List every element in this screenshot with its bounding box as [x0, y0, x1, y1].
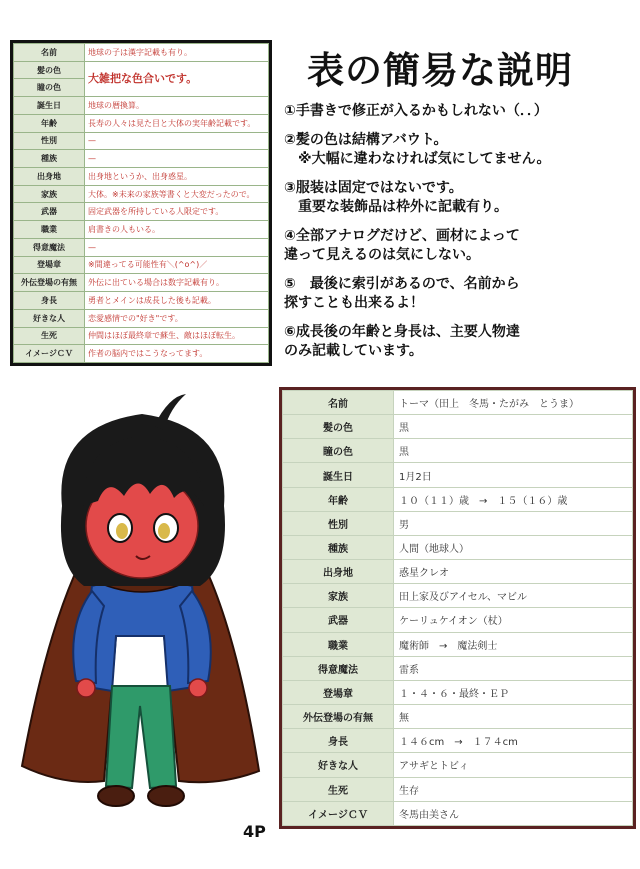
profile-key: 好きな人 — [283, 753, 394, 777]
legend-value: 固定武器を所持している人限定です。 — [85, 203, 269, 221]
legend-row — [14, 150, 269, 168]
profile-key: 得意魔法 — [283, 656, 394, 680]
legend-value: 勇者とメインは成長した後も記載。 — [85, 292, 269, 310]
legend-row — [14, 292, 269, 310]
profile-key: 生死 — [283, 777, 394, 801]
legend-row — [14, 168, 269, 186]
legend-value: 仲間はほぼ最終章で蘇生、敵はほぼ転生。 — [85, 327, 269, 345]
profile-value: 無 — [394, 705, 633, 729]
legend-value: 大雑把な色合いです。 — [85, 61, 269, 96]
legend-key: 登場章 — [14, 256, 85, 274]
profile-value: ケーリュケイオン（杖） — [394, 608, 633, 632]
left-boot — [98, 786, 134, 806]
legend-value: 地球の暦換算。 — [85, 97, 269, 115]
profile-key: 名前 — [283, 391, 394, 415]
legend-row — [14, 114, 269, 132]
legend-row — [14, 61, 269, 79]
profile-row — [283, 729, 633, 753]
legend-value: 地球の子は漢字記載も有り。 — [85, 44, 269, 62]
profile-row — [283, 777, 633, 801]
profile-key: 年齢 — [283, 487, 394, 511]
legend-key: 年齢 — [14, 114, 85, 132]
note-item: ④全部アナログだけど、画材によって 違って見えるのは気にしない。 — [284, 228, 520, 263]
profile-row — [283, 439, 633, 463]
legend-value: 肩書きの人もいる。 — [85, 221, 269, 239]
profile-row — [283, 463, 633, 487]
profile-value: 1月2日 — [394, 463, 633, 487]
profile-key: 身長 — [283, 729, 394, 753]
profile-value: 雷系 — [394, 656, 633, 680]
legend-row — [14, 309, 269, 327]
legend-row — [14, 274, 269, 292]
page-number: 4P — [243, 822, 266, 841]
legend-value: 作者の脳内ではこうなってます。 — [85, 345, 269, 363]
legend-row — [14, 238, 269, 256]
legend-key: 生死 — [14, 327, 85, 345]
profile-key: 家族 — [283, 584, 394, 608]
legend-key: 好きな人 — [14, 309, 85, 327]
legend-row — [14, 132, 269, 150]
legend-key: 外伝登場の有無 — [14, 274, 85, 292]
legend-value: 長寿の人々は見た目と大体の実年齢記載です。 — [85, 114, 269, 132]
legend-key: 職業 — [14, 221, 85, 239]
profile-value: アサギとトビィ — [394, 753, 633, 777]
legend-key: 名前 — [14, 44, 85, 62]
profile-key: 職業 — [283, 632, 394, 656]
legend-row — [14, 345, 269, 363]
legend-key: イメージＣＶ — [14, 345, 85, 363]
profile-value: 魔術師 → 魔法剣士 — [394, 632, 633, 656]
legend-key: 髪の色 — [14, 61, 85, 79]
legend-key: 出身地 — [14, 168, 85, 186]
profile-value: 黒 — [394, 415, 633, 439]
profile-row — [283, 511, 633, 535]
trousers — [106, 686, 176, 788]
legend-key: 性別 — [14, 132, 85, 150]
profile-row — [283, 535, 633, 559]
legend-key: 家族 — [14, 185, 85, 203]
legend-value: 恋愛感情での"好き"です。 — [85, 309, 269, 327]
profile-key: 武器 — [283, 608, 394, 632]
profile-row — [283, 801, 633, 825]
profile-value: 人間（地球人） — [394, 535, 633, 559]
profile-key: イメージＣＶ — [283, 801, 394, 825]
profile-value: 冬馬由美さん — [394, 801, 633, 825]
legend-row — [14, 203, 269, 221]
profile-key: 瞳の色 — [283, 439, 394, 463]
profile-row — [283, 753, 633, 777]
legend-value: 大体。※未来の家族等書くと大変だったので。 — [85, 185, 269, 203]
profile-row — [283, 705, 633, 729]
page-title: 表の簡易な説明 — [307, 49, 573, 92]
legend-value: 外伝に出ている場合は数字記載有り。 — [85, 274, 269, 292]
legend-row — [14, 185, 269, 203]
legend-row — [14, 256, 269, 274]
legend-value: — — [85, 132, 269, 150]
right-boot — [148, 786, 184, 806]
profile-value: 田上家及びアイセル、マビル — [394, 584, 633, 608]
legend-key: 武器 — [14, 203, 85, 221]
legend-key: 身長 — [14, 292, 85, 310]
legend-value: ※間違ってる可能性有＼(^o^)／ — [85, 256, 269, 274]
note-item: ⑤ 最後に索引があるので、名前から 探すことも出来るよ！ — [284, 276, 520, 311]
legend-row — [14, 44, 269, 62]
profile-key: 外伝登場の有無 — [283, 705, 394, 729]
legend-row — [14, 97, 269, 115]
note-item: ①手書きで修正が入るかもしれない（．．） — [284, 103, 548, 119]
profile-value: 生存 — [394, 777, 633, 801]
profile-value: １４６cm → １７４cm — [394, 729, 633, 753]
profile-value: １・４・６・最終・ＥＰ — [394, 680, 633, 704]
profile-key: 種族 — [283, 535, 394, 559]
legend-key: 種族 — [14, 150, 85, 168]
note-item: ⑥成長後の年齢と身長は、主要人物達 のみ記載しています。 — [284, 324, 520, 359]
profile-row — [283, 632, 633, 656]
profile-value: 惑星クレオ — [394, 560, 633, 584]
legend-row — [14, 327, 269, 345]
profile-row — [283, 391, 633, 415]
profile-key: 髪の色 — [283, 415, 394, 439]
profile-key: 性別 — [283, 511, 394, 535]
legend-key: 誕生日 — [14, 97, 85, 115]
profile-value: 男 — [394, 511, 633, 535]
profile-row — [283, 560, 633, 584]
character-illustration — [4, 386, 276, 826]
note-item: ③服装は固定ではないです。 重要な装飾品は枠外に記載有り。 — [284, 180, 508, 215]
profile-value: 黒 — [394, 439, 633, 463]
profile-key: 誕生日 — [283, 463, 394, 487]
legend-table — [10, 40, 272, 366]
profile-row — [283, 487, 633, 511]
profile-row — [283, 608, 633, 632]
legend-key: 瞳の色 — [14, 79, 85, 97]
note-item: ②髪の色は結構アバウト。 ※大幅に違わなければ気にしてません。 — [284, 132, 551, 167]
profile-key: 出身地 — [283, 560, 394, 584]
profile-row — [283, 680, 633, 704]
notes-list — [284, 102, 634, 371]
legend-row — [14, 221, 269, 239]
left-hand — [77, 679, 95, 697]
legend-value: 出身地というか、出身惑星。 — [85, 168, 269, 186]
legend-value: — — [85, 150, 269, 168]
profile-value: トーマ（田上 冬馬・たがみ とうま） — [394, 391, 633, 415]
profile-key: 登場章 — [283, 680, 394, 704]
profile-value: １０（１１）歳 → １５（１６）歳 — [394, 487, 633, 511]
legend-value: — — [85, 238, 269, 256]
profile-row — [283, 584, 633, 608]
profile-row — [283, 415, 633, 439]
profile-row — [283, 656, 633, 680]
profile-table — [279, 387, 636, 829]
coat — [82, 579, 200, 692]
legend-key: 得意魔法 — [14, 238, 85, 256]
right-hand — [189, 679, 207, 697]
